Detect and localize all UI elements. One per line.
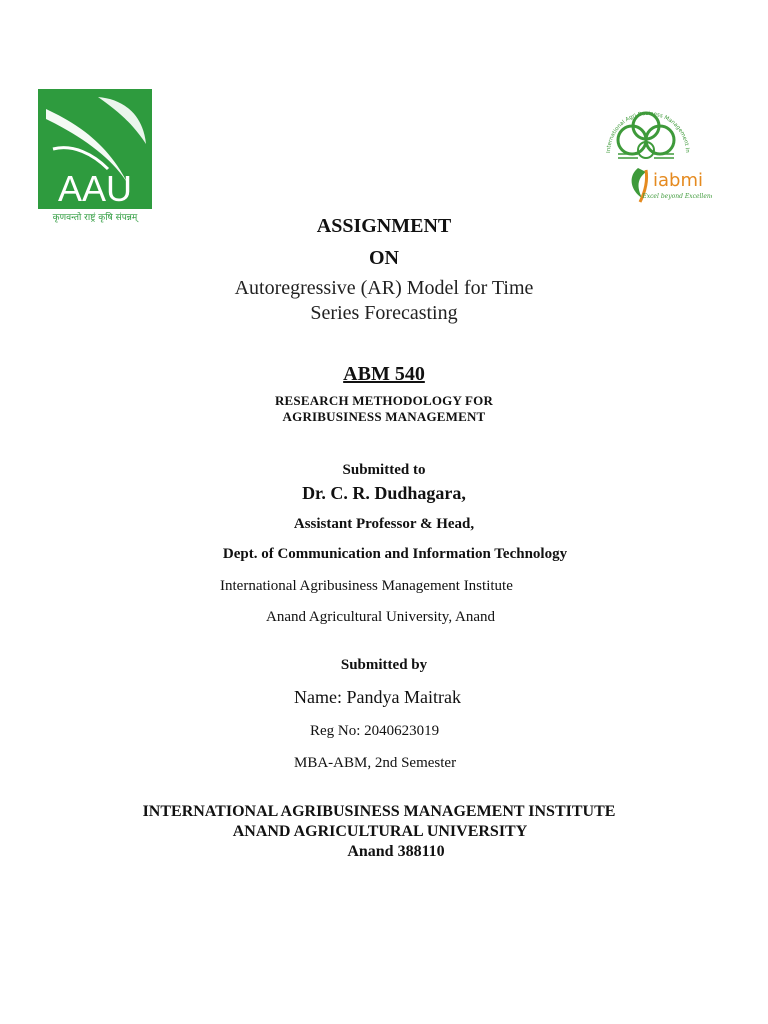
student-name: Name: Pandya Maitrak <box>294 687 461 707</box>
submitted-to-heading: Submitted to <box>342 462 426 478</box>
supervisor-name: Dr. C. R. Dudhagara, <box>302 483 466 503</box>
supervisor-designation: Assistant Professor & Head, <box>293 516 475 532</box>
aau-logo-tagline: कृणवन्तो राष्ट्रं कृषि संपन्नम् <box>52 213 138 223</box>
supervisor-department: Dept. of Communication and Information Technology <box>222 546 568 562</box>
assignment-heading: ASSIGNMENT <box>316 215 452 237</box>
topic-line-2: Series Forecasting <box>310 302 458 324</box>
footer-university: ANAND AGRICULTURAL UNIVERSITY <box>232 823 528 840</box>
student-program: MBA-ABM, 2nd Semester <box>294 755 457 771</box>
student-reg-no: Reg No: 2040623019 <box>310 723 440 739</box>
course-name-line-1: RESEARCH METHODOLOGY FOR <box>274 393 494 408</box>
on-heading: ON <box>369 247 399 269</box>
footer-institute: INTERNATIONAL AGRIBUSINESS MANAGEMENT INSTITUTE <box>142 803 616 820</box>
course-code: ABM 540 <box>343 363 425 385</box>
course-name-line-2: AGRIBUSINESS MANAGEMENT <box>282 409 486 424</box>
university-name: Anand Agricultural University, Anand <box>266 609 495 625</box>
aau-logo <box>38 89 152 224</box>
iabmi-logo-text: iabmi <box>653 170 703 191</box>
iabmi-ring-text: International Agri Business Management In <box>605 110 691 154</box>
footer-city: Anand 388110 <box>347 843 445 860</box>
submitted-by-heading: Submitted by <box>340 657 428 673</box>
institute-name: International Agribusiness Management Institute <box>220 578 513 594</box>
iabmi-logo-tagline: Excel beyond Excellence <box>642 193 712 200</box>
iabmi-logo <box>598 98 712 214</box>
aau-logo-text: AAU <box>57 168 133 209</box>
topic-line-1: Autoregressive (AR) Model for Time <box>234 277 534 299</box>
